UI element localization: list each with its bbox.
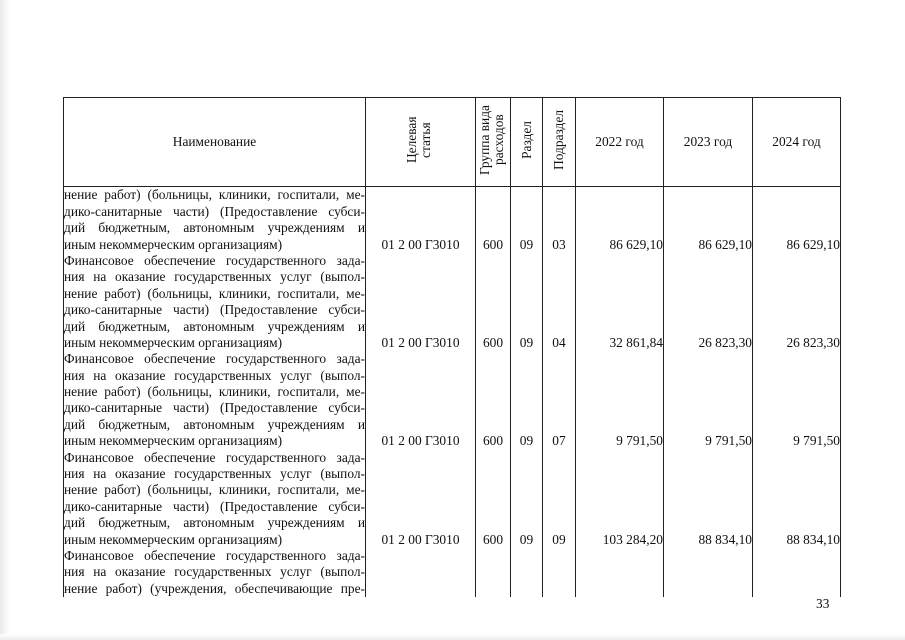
subsection-value: 09 (552, 531, 566, 547)
name-text-line: Финансовое обеспечение государственного зада- (64, 449, 365, 465)
expense-group-value: 600 (482, 334, 504, 350)
header-year-2022: 2022 год (576, 98, 664, 187)
table-body-row (64, 187, 841, 597)
year-2024-value: 88 834,10 (786, 531, 840, 547)
expense-group-column (476, 187, 511, 597)
header-name: Наименование (64, 98, 366, 187)
year-2023-value: 9 791,50 (705, 433, 752, 449)
year-2023-value: 26 823,30 (698, 334, 752, 350)
expense-group-value: 600 (482, 236, 504, 252)
page-bottom-shadow (0, 634, 905, 640)
budget-table-wrapper (63, 97, 840, 597)
section-value: 09 (519, 334, 534, 350)
name-text-line: иным некоммерческим организациям) (64, 531, 283, 547)
name-text-line: нение работ) (больницы, клиники, госпитали, ме- (64, 285, 365, 301)
name-column (64, 187, 366, 597)
page-number: 33 (816, 596, 830, 611)
year-2024-value: 9 791,50 (793, 433, 840, 449)
name-text-line: иным некоммерческим организациям) (64, 433, 283, 449)
name-text-line: Финансовое обеспечение государственного зада- (64, 548, 365, 563)
year-2022-value: 86 629,10 (609, 236, 663, 252)
name-text-line: ния на оказание государственных услуг (выпол- (64, 466, 365, 482)
name-text-line: дико-санитарные части) (Предоставление субси- (64, 400, 365, 416)
target-article-value: 01 2 00 Г3010 (381, 531, 460, 547)
expense-group-value: 600 (482, 433, 504, 449)
name-text-line: Финансовое обеспечение государственного зада- (64, 252, 365, 268)
target-article-value: 01 2 00 Г3010 (381, 334, 460, 350)
year-2022-value: 32 861,84 (609, 334, 663, 350)
header-year-2023: 2023 год (664, 98, 753, 187)
year-2023-column (664, 187, 753, 597)
year-2024-column (753, 187, 841, 597)
header-year-2024: 2024 год (753, 98, 841, 187)
section-column (511, 187, 543, 597)
subsection-value: 07 (552, 433, 566, 449)
year-2023-value: 86 629,10 (698, 236, 752, 252)
header-expense-group: Группа вида расходов (476, 98, 511, 187)
target-article-value: 01 2 00 Г3010 (381, 433, 460, 449)
name-text-line: дий бюджетным, автономным учреждениям и (64, 220, 365, 236)
name-text-line: дико-санитарные части) (Предоставление субси- (64, 302, 365, 318)
year-2024-value: 86 629,10 (786, 236, 840, 252)
target-article-value: 01 2 00 Г3010 (381, 236, 460, 252)
budget-table (63, 97, 841, 597)
year-2022-value: 103 284,20 (602, 531, 663, 547)
header-target-article: Целевая статья (366, 98, 476, 187)
name-text-line: нение работ) (больницы, клиники, госпитали, ме- (64, 384, 365, 400)
name-text-line: дий бюджетным, автономным учреждениям и (64, 515, 365, 531)
header-subsection: Подраздел (543, 98, 576, 187)
name-text-line: нение работ) (учреждения, обеспечивающие пре- (64, 580, 365, 596)
subsection-value: 04 (552, 334, 566, 350)
section-value: 09 (519, 433, 534, 449)
section-value: 09 (519, 236, 534, 252)
year-2024-value: 26 823,30 (786, 334, 840, 350)
name-text-line: ния на оказание государственных услуг (выпол- (64, 367, 365, 383)
name-text-line: нение работ) (больницы, клиники, госпитали, ме- (64, 187, 365, 203)
name-text-line: ния на оказание государственных услуг (выпол- (64, 269, 365, 285)
name-text-line: нение работ) (больницы, клиники, госпитали, ме- (64, 482, 365, 498)
header-section: Раздел (511, 98, 543, 187)
table-header-row (64, 98, 841, 187)
name-text-line: иным некоммерческим организациям) (64, 334, 283, 350)
name-text-line: ния на оказание государственных услуг (выпол- (64, 564, 365, 580)
subsection-column (543, 187, 576, 597)
name-text-line: дико-санитарные части) (Предоставление субси- (64, 203, 365, 219)
year-2023-value: 88 834,10 (698, 531, 752, 547)
name-text-line: дико-санитарные части) (Предоставление субси- (64, 498, 365, 514)
page-edge-shadow (0, 0, 10, 640)
year-2022-column (576, 187, 664, 597)
subsection-value: 03 (552, 236, 566, 252)
name-text-line: дий бюджетным, автономным учреждениям и (64, 318, 365, 334)
name-text-line: иным некоммерческим организациям) (64, 236, 283, 252)
name-text-line: дий бюджетным, автономным учреждениям и (64, 416, 365, 432)
target-article-column (366, 187, 476, 597)
year-2022-value: 9 791,50 (616, 433, 663, 449)
expense-group-value: 600 (482, 531, 504, 547)
name-text-line: Финансовое обеспечение государственного зада- (64, 351, 365, 367)
section-value: 09 (519, 531, 534, 547)
